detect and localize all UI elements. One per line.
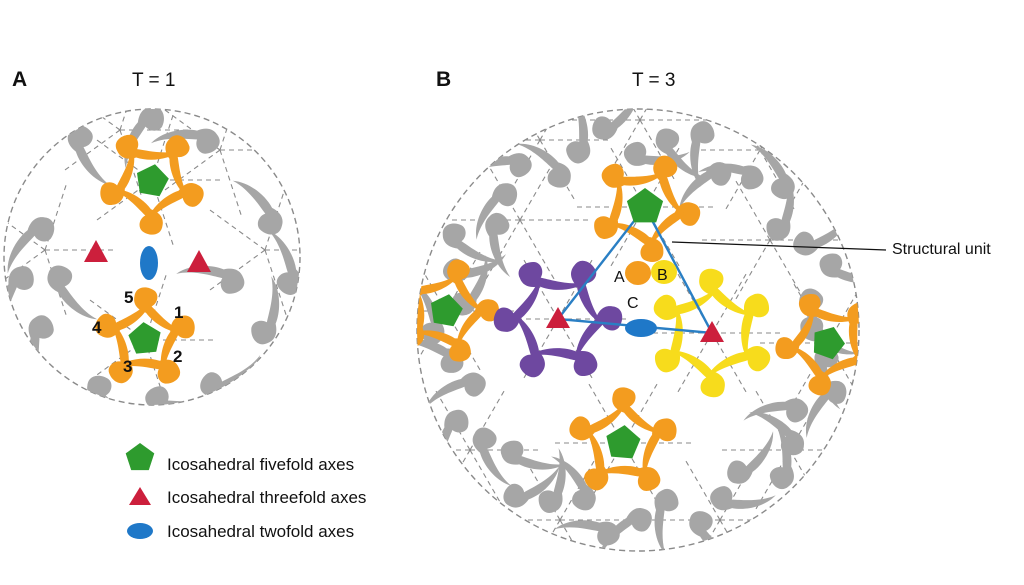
panel-b-letter: B — [436, 68, 452, 91]
legend-label-fivefold: Icosahedral fivefold axes — [167, 455, 355, 474]
unit-a-disc — [625, 261, 651, 285]
capsid-t1 — [0, 63, 335, 428]
callout-label: Structural unit — [892, 241, 991, 258]
twofold-axis-marker — [625, 319, 657, 337]
unit-letter-c: C — [627, 295, 639, 312]
subunit-number-4: 4 — [92, 318, 102, 337]
lattice-line — [720, 520, 755, 581]
legend-label-twofold: Icosahedral twofold axes — [167, 522, 355, 541]
legend-label-threefold: Icosahedral threefold axes — [167, 488, 367, 507]
panel-b-title: T = 3 — [632, 70, 676, 91]
legend-item-fivefold — [126, 443, 354, 474]
lattice-line — [760, 89, 795, 150]
triangle-icon — [129, 487, 151, 505]
legend-item-twofold — [127, 522, 354, 541]
legend — [126, 443, 367, 541]
pentagon-icon — [126, 443, 155, 470]
legend-item-threefold — [129, 487, 366, 507]
unit-letter-b: B — [657, 267, 668, 284]
subunit-number-5: 5 — [124, 288, 134, 307]
lattice-line — [435, 450, 470, 511]
subunit-number-2: 2 — [173, 347, 183, 366]
panel-a-letter: A — [12, 68, 28, 91]
lattice-line — [505, 79, 540, 140]
unit-letter-a: A — [614, 269, 625, 286]
panel-a-title: T = 1 — [132, 70, 176, 91]
subunit-number-3: 3 — [123, 357, 133, 376]
capsid-t3 — [376, 59, 991, 580]
twofold-axis-marker — [140, 246, 158, 280]
ellipse-icon — [127, 523, 153, 539]
subunit-number-1: 1 — [174, 303, 184, 322]
